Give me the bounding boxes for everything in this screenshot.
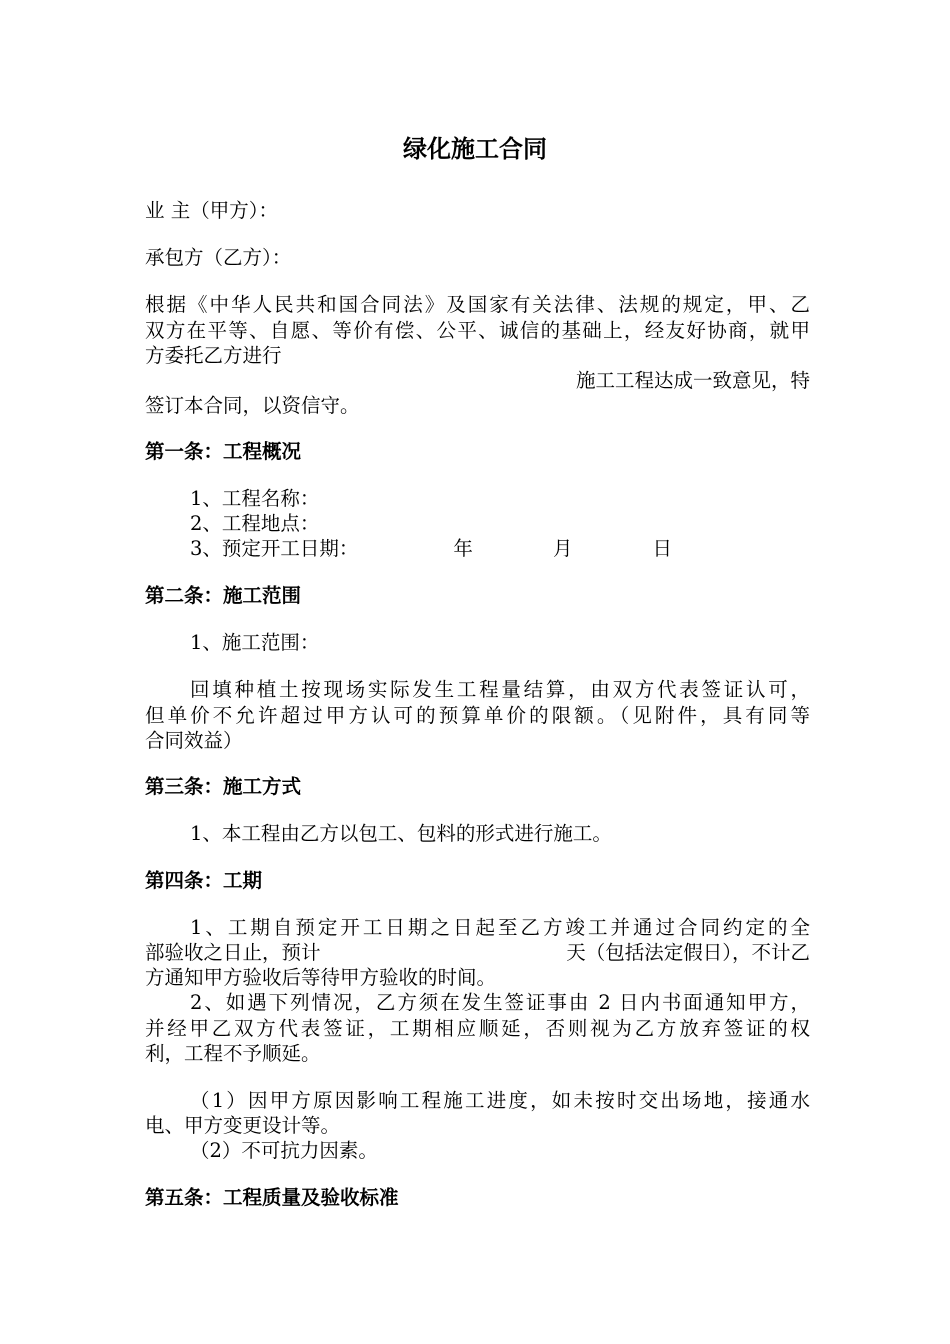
start-date-line <box>190 536 810 562</box>
page-title: 绿化施工合同 <box>403 134 547 163</box>
article-1-heading: 第一条：工程概况 <box>145 440 302 463</box>
article-3-heading: 第三条：施工方式 <box>145 775 302 798</box>
party-b-label: 承包方（乙方）： <box>145 246 292 269</box>
party-a-label: 业 主（甲方）： <box>145 199 278 222</box>
period-para-1-line-2a: 部验收之日止，预计 <box>145 941 321 964</box>
scope-para-line-2: 但单价不允许超过甲方认可的预算单价的限额。（见附件，具有同等 <box>145 704 810 727</box>
preamble-line-1: 根据《中华人民共和国合同法》及国家有关法律、法规的规定，甲、乙 <box>145 293 810 316</box>
start-date-label: 3、预定开工日期： <box>190 537 359 560</box>
article-2-heading: 第二条：施工范围 <box>145 584 302 607</box>
month-label: 月 <box>552 537 573 560</box>
year-label: 年 <box>453 537 473 560</box>
period-para-1-line-1: 1、工期自预定开工日期之日起至乙方竣工并通过合同约定的全 <box>190 916 810 939</box>
period-para-1-line-3: 方通知甲方验收后等待甲方验收的时间。 <box>145 966 497 989</box>
project-location-label: 2、工程地点： <box>190 512 320 535</box>
preamble-line-3: 方委托乙方进行 <box>145 344 282 367</box>
condition-1-line-1: （1）因甲方原因影响工程施工进度，如未按时交出场地，接通水 <box>190 1089 810 1112</box>
period-para-2-line-1: 2、如遇下列情况，乙方须在发生签证事由 2 日内书面通知甲方， <box>190 991 810 1014</box>
preamble-line-2: 双方在平等、自愿、等价有偿、公平、诚信的基础上，经友好协商，就甲 <box>145 319 810 342</box>
scope-para-line-1: 回填种植土按现场实际发生工程量结算，由双方代表签证认可， <box>190 678 810 701</box>
condition-2: （2）不可抗力因素。 <box>190 1139 378 1162</box>
article-5-heading: 第五条：工程质量及验收标准 <box>145 1186 399 1209</box>
preamble-line-4: 施工工程达成一致意见，特 <box>575 369 810 392</box>
day-label: 日 <box>652 537 672 560</box>
article-4-heading: 第四条：工期 <box>145 869 263 892</box>
period-para-2-line-2: 并经甲乙双方代表签证，工期相应顺延，否则视为乙方放弃签证的权 <box>145 1017 810 1040</box>
construction-method-item: 1、本工程由乙方以包工、包料的形式进行施工。 <box>190 822 612 845</box>
preamble-line-5: 签订本合同，以资信守。 <box>145 394 360 417</box>
condition-1-line-2: 电、甲方变更设计等。 <box>145 1114 341 1137</box>
period-para-2-line-3: 利，工程不予顺延。 <box>145 1042 321 1065</box>
scope-label: 1、施工范围： <box>190 631 320 654</box>
period-para-1-line-2b: 天（包括法定假日），不计乙 <box>566 941 810 964</box>
scope-para-line-3: 合同效益） <box>145 729 243 752</box>
project-name-label: 1、工程名称： <box>190 487 320 510</box>
